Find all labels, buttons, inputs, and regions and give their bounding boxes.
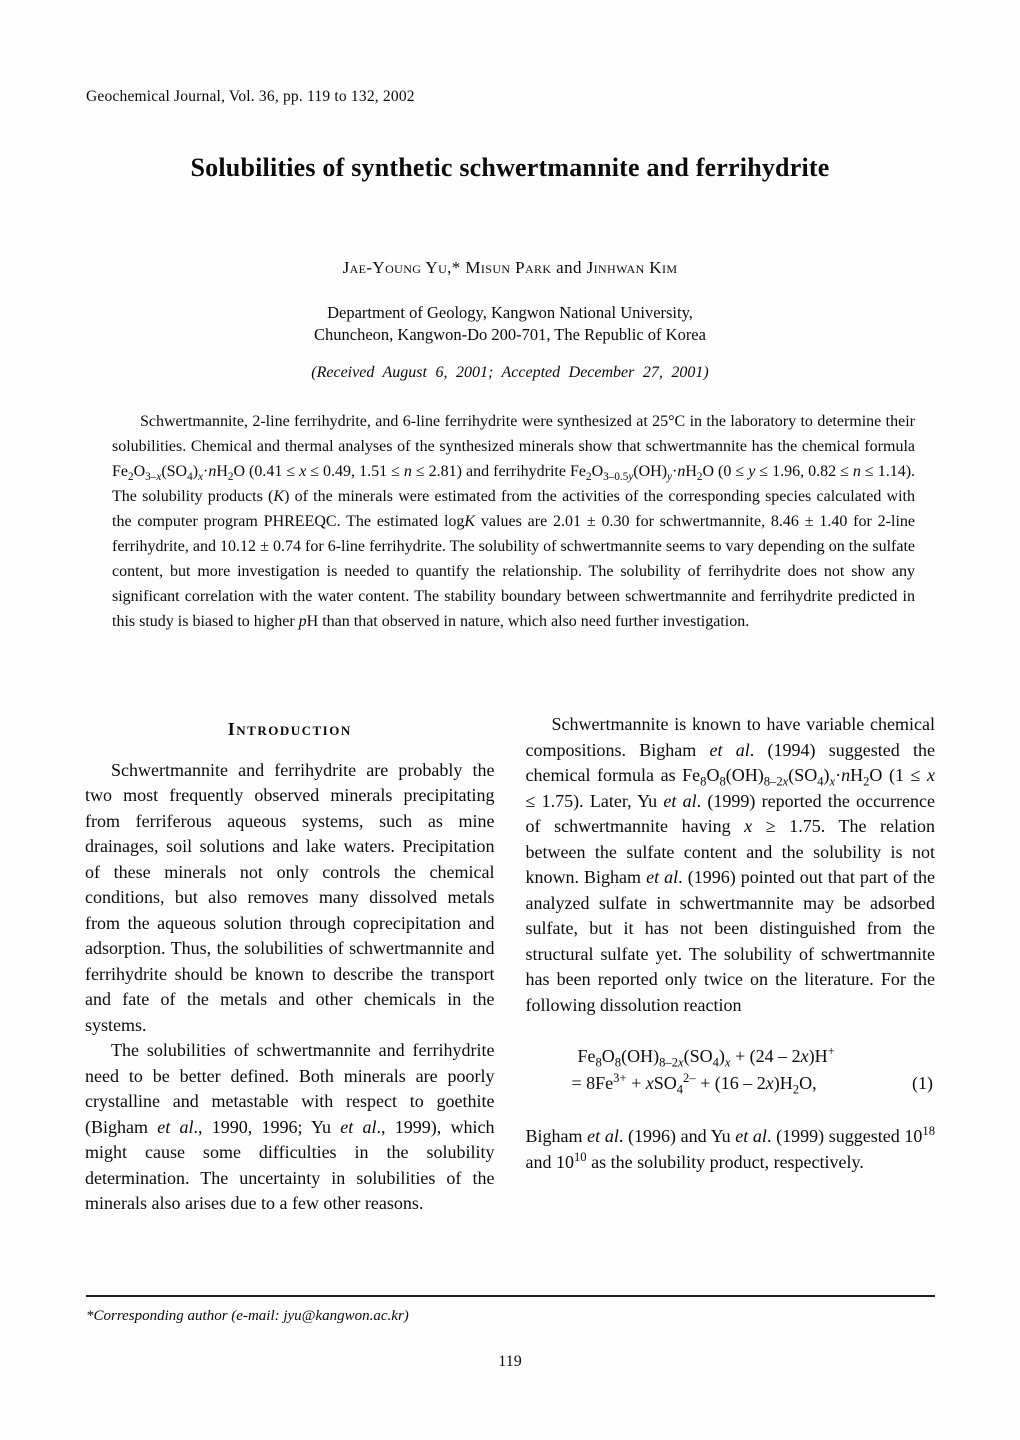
article-title: Solubilities of synthetic schwertmannite and ferrihydrite — [190, 153, 830, 182]
affiliation — [0, 302, 1020, 346]
equation-1 — [526, 1043, 936, 1097]
introduction-paragraph-2: The solubilities of schwertmannite and ferrihydrite need to be better defined. Both minerals are poorly crystalline and metastable with respect to goethite (Bigham et al., 1990, 1996; Yu et al., 1999), which might cause some difficulties in the solubility determination. The uncertainty in solubilities of the minerals also arises due to a few other reasons. — [85, 1040, 495, 1213]
introduction-paragraph-3: Schwertmannite is known to have variable chemical compositions. Bigham et al. (1994) suggested the chemical formula as $Fe_8O_8(OH)_{8-2x}(SO_4)_x\cdot nH_2O$ (1 ≤ x ≤ 1.75). Later, Yu et al. (1999) reported the occurrence of schwertmannite having x ≥ 1.75. The relation between the sulfate content and the solubility is not known. Bigham et al. (1996) pointed out that part of the analyzed sulfate in schwertmannite may be adsorbed sulfate, but it has not been distinguished from the structural sulfate yet. The solubility of schwertmannite has been reported only twice on the literature. For the following dissolution reaction — [525, 714, 935, 1015]
equation-1-line-2: = $8Fe^{3+} + xSO_4^{2-} + (16 - 2x)H_2O$, — [571, 1071, 817, 1097]
section-heading-introduction: Introduction — [227, 719, 352, 739]
journal-header: Geochemical Journal, Vol. 36, pp. 119 to 132, 2002 — [86, 88, 415, 105]
authors-line: Jae-Young Yu,* Misun Park and Jinhwan Kim — [342, 258, 678, 277]
page-number: 119 — [498, 1353, 522, 1370]
affiliation-line-2: Chuncheon, Kangwon-Do 200-701, The Republic of Korea — [314, 325, 706, 344]
body-columns — [85, 712, 935, 1217]
right-column — [526, 712, 936, 1217]
corresponding-author-note: *Corresponding author (e-mail: jyu@kangwon.ac.kr) — [86, 1308, 409, 1324]
introduction-paragraph-4: Bigham et al. (1996) and Yu et al. (1999) suggested $10^{18}$ and $10^{10}$ as the solubility product, respectively. — [525, 1124, 935, 1172]
equation-1-line-2-row — [526, 1070, 936, 1097]
left-column — [85, 712, 495, 1217]
equation-1-number: (1) — [912, 1073, 933, 1093]
received-accepted-line: (Received August 6, 2001; Accepted December 27, 2001) — [311, 364, 709, 381]
abstract-paragraph: Schwertmannite, 2-line ferrihydrite, and 6-line ferrihydrite were synthesized at 25°C in the laboratory to determine their solubilities. Chemical and thermal analyses of the synthesized minerals show that schwertmannite has the chemical formula $Fe_2O_{3-x}(SO_4)_x\cdot nH_2O$ (0.41 ≤ x ≤ 0.49, 1.51 ≤ n ≤ 2.81) and ferrihydrite $Fe_2O_{3-0.5y}(OH)_y\cdot nH_2O$ (0 ≤ y ≤ 1.96, 0.82 ≤ n ≤ 1.14). The solubility products (K) of the minerals were estimated from the activities of the corresponding species calculated with the computer program PHREEQC. The estimated logK values are 2.01 ± 0.30 for schwertmannite, 8.46 ± 1.40 for 2-line ferrihydrite, and 10.12 ± 0.74 for 6-line ferrihydrite. The solubility of schwertmannite seems to vary depending on the sulfate content, but more investigation is needed to quantify the relationship. The solubility of ferrihydrite does not show any significant correlation with the water content. The stability boundary between schwertmannite and ferrihydrite predicted in this study is biased to higher pH than that observed in nature, which also need further investigation. — [112, 413, 916, 630]
affiliation-line-1: Department of Geology, Kangwon National University, — [327, 303, 693, 322]
footnote-divider — [86, 1295, 935, 1297]
equation-1-line-1: $Fe_8O_8(OH)_{8-2x}(SO_4)_x + (24 - 2x)H^+$ — [577, 1044, 835, 1070]
introduction-paragraph-1: Schwertmannite and ferrihydrite are probably the two most frequently observed minerals precipitating from ferriferous aqueous systems, such as mine drainages, soil solutions and lake waters. Precipitation of these minerals not only controls the chemical conditions, but also removes many dissolved metals from the aqueous solution through coprecipitation and adsorption. Thus, the solubilities of schwertmannite and ferrihydrite should be known to describe the transport and fate of the metals and other chemicals in the systems. — [85, 759, 495, 1035]
